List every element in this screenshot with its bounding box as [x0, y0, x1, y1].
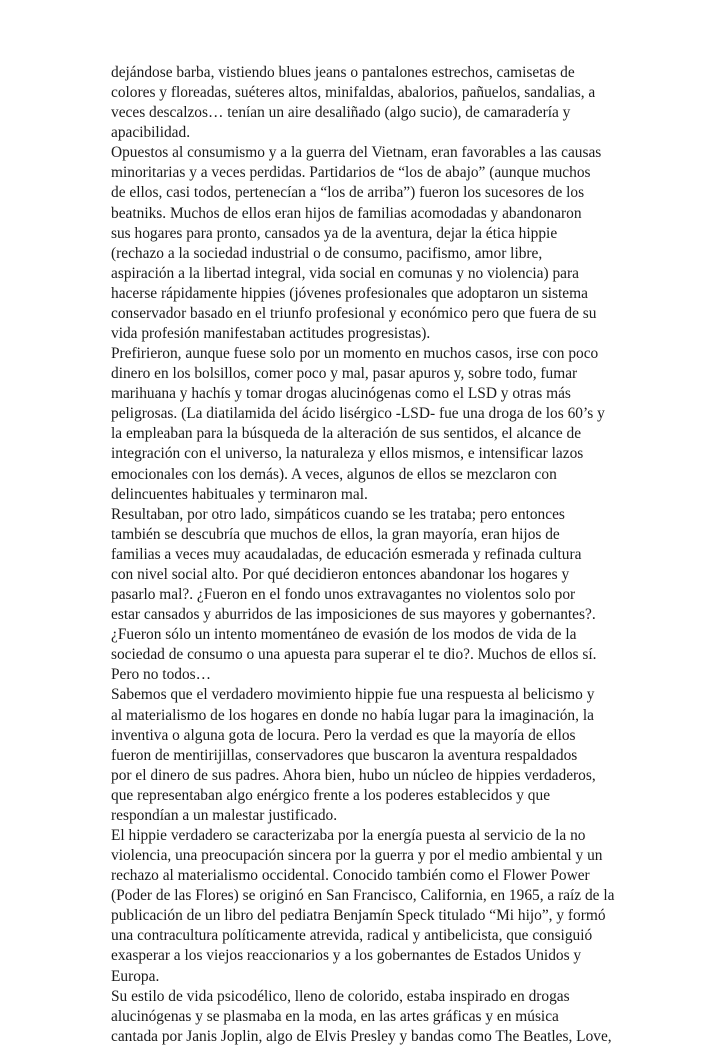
- text-line: emocionales con los demás). A veces, algunos de ellos se mezclaron con: [111, 465, 557, 483]
- document-body: [111, 63, 631, 1047]
- paragraph: [111, 143, 631, 344]
- text-line: minoritarias y a veces perdidas. Partidarios de “los de abajo” (aunque muchos: [111, 164, 591, 182]
- text-line: hacerse rápidamente hippies (jóvenes profesionales que adoptaron un sistema: [111, 284, 588, 302]
- text-line: Europa.: [111, 967, 160, 985]
- text-line: la empleaban para la búsqueda de la alteración de sus sentidos, el alcance de: [111, 425, 582, 443]
- text-line: vida profesión manifestaban actitudes progresistas).: [111, 325, 431, 343]
- text-line: estar cansados y aburridos de las imposiciones de sus mayores y gobernantes?.: [111, 606, 596, 624]
- text-line: Resultaban, por otro lado, simpáticos cuando se les trataba; pero entonces: [111, 505, 565, 523]
- text-line: Pero no todos…: [111, 666, 212, 684]
- paragraph: [111, 344, 631, 505]
- text-line: dejándose barba, vistiendo blues jeans o pantalones estrechos, camisetas de: [111, 64, 575, 81]
- text-line: Su estilo de vida psicodélico, lleno de colorido, estaba inspirado en drogas: [111, 987, 570, 1005]
- text-line: cantada por Janis Joplin, algo de Elvis Presley y bandas como The Beatles, Love,: [111, 1027, 612, 1045]
- text-line: violencia, una preocupación sincera por la guerra y por el medio ambiental y un: [111, 847, 603, 865]
- text-line: con nivel social alto. Por qué decidieron entonces abandonar los hogares y: [111, 565, 570, 583]
- text-line: publicación de un libro del pediatra Benjamín Speck titulado “Mi hijo”, y formó: [111, 907, 606, 925]
- paragraph: [111, 987, 631, 1047]
- text-line: también se descubría que muchos de ellos, la gran mayoría, eran hijos de: [111, 525, 560, 543]
- text-line: aspiración a la libertad integral, vida social en comunas y no violencia) para: [111, 264, 579, 282]
- text-line: conservador basado en el triunfo profesional y económico pero que fuera de su: [111, 304, 597, 322]
- text-line: alucinógenas y se plasmaba en la moda, en las artes gráficas y en música: [111, 1007, 559, 1025]
- paragraph: [111, 505, 631, 686]
- paragraph: [111, 826, 631, 987]
- text-line: inventiva o alguna gota de locura. Pero la verdad es que la mayoría de ellos: [111, 726, 576, 744]
- text-line: apacibilidad.: [111, 124, 191, 142]
- text-line: ¿Fueron sólo un intento momentáneo de evasión de los modos de vida de la: [111, 626, 577, 644]
- text-line: beatniks. Muchos de ellos eran hijos de familias acomodadas y abandonaron: [111, 204, 582, 222]
- paragraph: [111, 685, 631, 826]
- paragraph: [111, 63, 631, 143]
- text-line: que representaban algo enérgico frente a los poderes establecidos y que: [111, 786, 551, 804]
- text-line: al materialismo de los hogares en donde no había lugar para la imaginación, la: [111, 706, 594, 724]
- text-line: colores y floreadas, suéteres altos, minifaldas, abalorios, pañuelos, sandalias, a: [111, 84, 596, 102]
- text-line: sociedad de consumo o una apuesta para superar el te dio?. Muchos de ellos sí.: [111, 646, 597, 664]
- text-line: dinero en los bolsillos, comer poco y mal, pasar apuros y, sobre todo, fumar: [111, 365, 578, 383]
- text-line: exasperar a los viejos reaccionarios y a los gobernantes de Estados Unidos y: [111, 947, 582, 965]
- text-line: por el dinero de sus padres. Ahora bien, hubo un núcleo de hippies verdaderos,: [111, 766, 596, 784]
- text-line: respondían a un malestar justificado.: [111, 806, 338, 824]
- text-line: delincuentes habituales y terminaron mal.: [111, 485, 368, 503]
- text-line: rechazo al materialismo occidental. Conocido también como el Flower Power: [111, 867, 590, 885]
- text-line: Sabemos que el verdadero movimiento hippie fue una respuesta al belicismo y: [111, 686, 595, 704]
- text-line: integración con el universo, la naturaleza y ellos mismos, e intensificar lazos: [111, 445, 584, 463]
- text-line: una contracultura políticamente atrevida, radical y antibelicista, que consiguió: [111, 927, 593, 945]
- text-line: (Poder de las Flores) se originó en San Francisco, California, en 1965, a raíz de la: [111, 887, 615, 905]
- text-line: marihuana y hachís y tomar drogas alucinógenas como el LSD y otras más: [111, 385, 571, 403]
- text-line: veces descalzos… tenían un aire desaliñado (algo sucio), de camaradería y: [111, 104, 571, 122]
- text-line: Prefirieron, aunque fuese solo por un momento en muchos casos, irse con poco: [111, 345, 599, 363]
- text-line: (rechazo a la sociedad industrial o de consumo, pacifismo, amor libre,: [111, 244, 543, 262]
- text-line: pasarlo mal?. ¿Fueron en el fondo unos extravagantes no violentos solo por: [111, 586, 576, 604]
- text-line: Opuestos al consumismo y a la guerra del Vietnam, eran favorables a las causas: [111, 144, 602, 162]
- text-line: sus hogares para pronto, cansados ya de la aventura, dejar la ética hippie: [111, 224, 558, 242]
- text-line: fueron de mentirijillas, conservadores que buscaron la aventura respaldados: [111, 746, 578, 764]
- text-line: familias a veces muy acaudaladas, de educación esmerada y refinada cultura: [111, 545, 582, 563]
- text-line: de ellos, casi todos, pertenecían a “los de arriba”) fueron los sucesores de los: [111, 184, 585, 202]
- text-line: El hippie verdadero se caracterizaba por la energía puesta al servicio de la no: [111, 826, 586, 844]
- text-line: peligrosas. (La diatilamida del ácido lisérgico -LSD- fue una droga de los 60’s y: [111, 405, 605, 423]
